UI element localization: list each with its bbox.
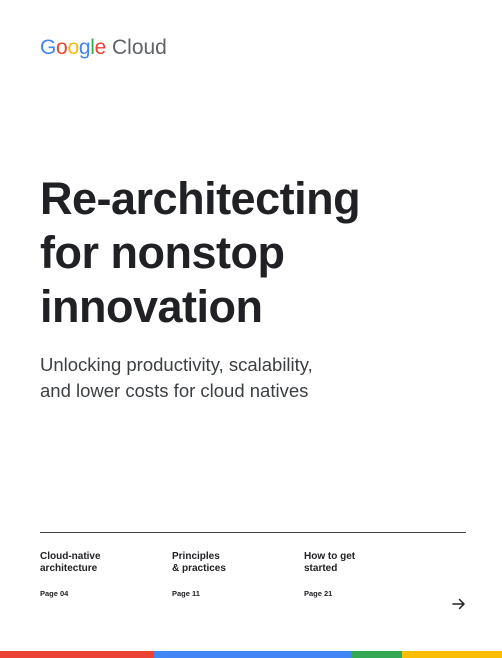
document-title bbox=[40, 172, 480, 334]
google-wordmark bbox=[40, 36, 106, 60]
logo-letter-g2: g bbox=[78, 36, 91, 59]
logo-product-name: Cloud bbox=[111, 36, 167, 59]
title-line-2: for nonstop bbox=[40, 227, 285, 278]
toc-item-label: Cloud-native architecture bbox=[40, 551, 101, 574]
arrow-right-icon[interactable] bbox=[451, 596, 467, 612]
toc-item-page: Page 04 bbox=[40, 589, 69, 598]
stripe-segment-yellow bbox=[402, 651, 502, 658]
logo-letter-o1: o bbox=[56, 36, 68, 59]
divider bbox=[40, 532, 466, 533]
title-line-1: Re-architecting bbox=[40, 173, 361, 224]
toc-item-label: How to get started bbox=[304, 551, 356, 574]
google-cloud-logo bbox=[40, 36, 167, 64]
logo-letter-l: l bbox=[90, 36, 95, 59]
stripe-segment-red bbox=[0, 651, 154, 658]
toc-item-principles-practices[interactable] bbox=[172, 551, 292, 599]
subtitle-line-1: Unlocking productivity, scalability, bbox=[40, 354, 313, 375]
document-subtitle bbox=[40, 352, 460, 404]
stripe-segment-green bbox=[352, 651, 402, 658]
toc-item-how-to-get-started[interactable] bbox=[304, 551, 424, 599]
logo-letter-e: e bbox=[94, 36, 106, 59]
toc-item-cloud-native-architecture[interactable] bbox=[40, 551, 160, 599]
title-line-3: innovation bbox=[40, 281, 263, 332]
toc-item-label: Principles & practices bbox=[172, 551, 226, 574]
toc-item-page: Page 21 bbox=[304, 589, 333, 598]
stripe-segment-blue bbox=[154, 651, 352, 658]
logo-letter-o2: o bbox=[67, 36, 79, 59]
subtitle-line-2: and lower costs for cloud natives bbox=[40, 380, 309, 401]
brand-color-stripe bbox=[0, 651, 502, 658]
toc-item-page: Page 11 bbox=[172, 589, 200, 598]
logo-letter-g: G bbox=[40, 36, 57, 59]
